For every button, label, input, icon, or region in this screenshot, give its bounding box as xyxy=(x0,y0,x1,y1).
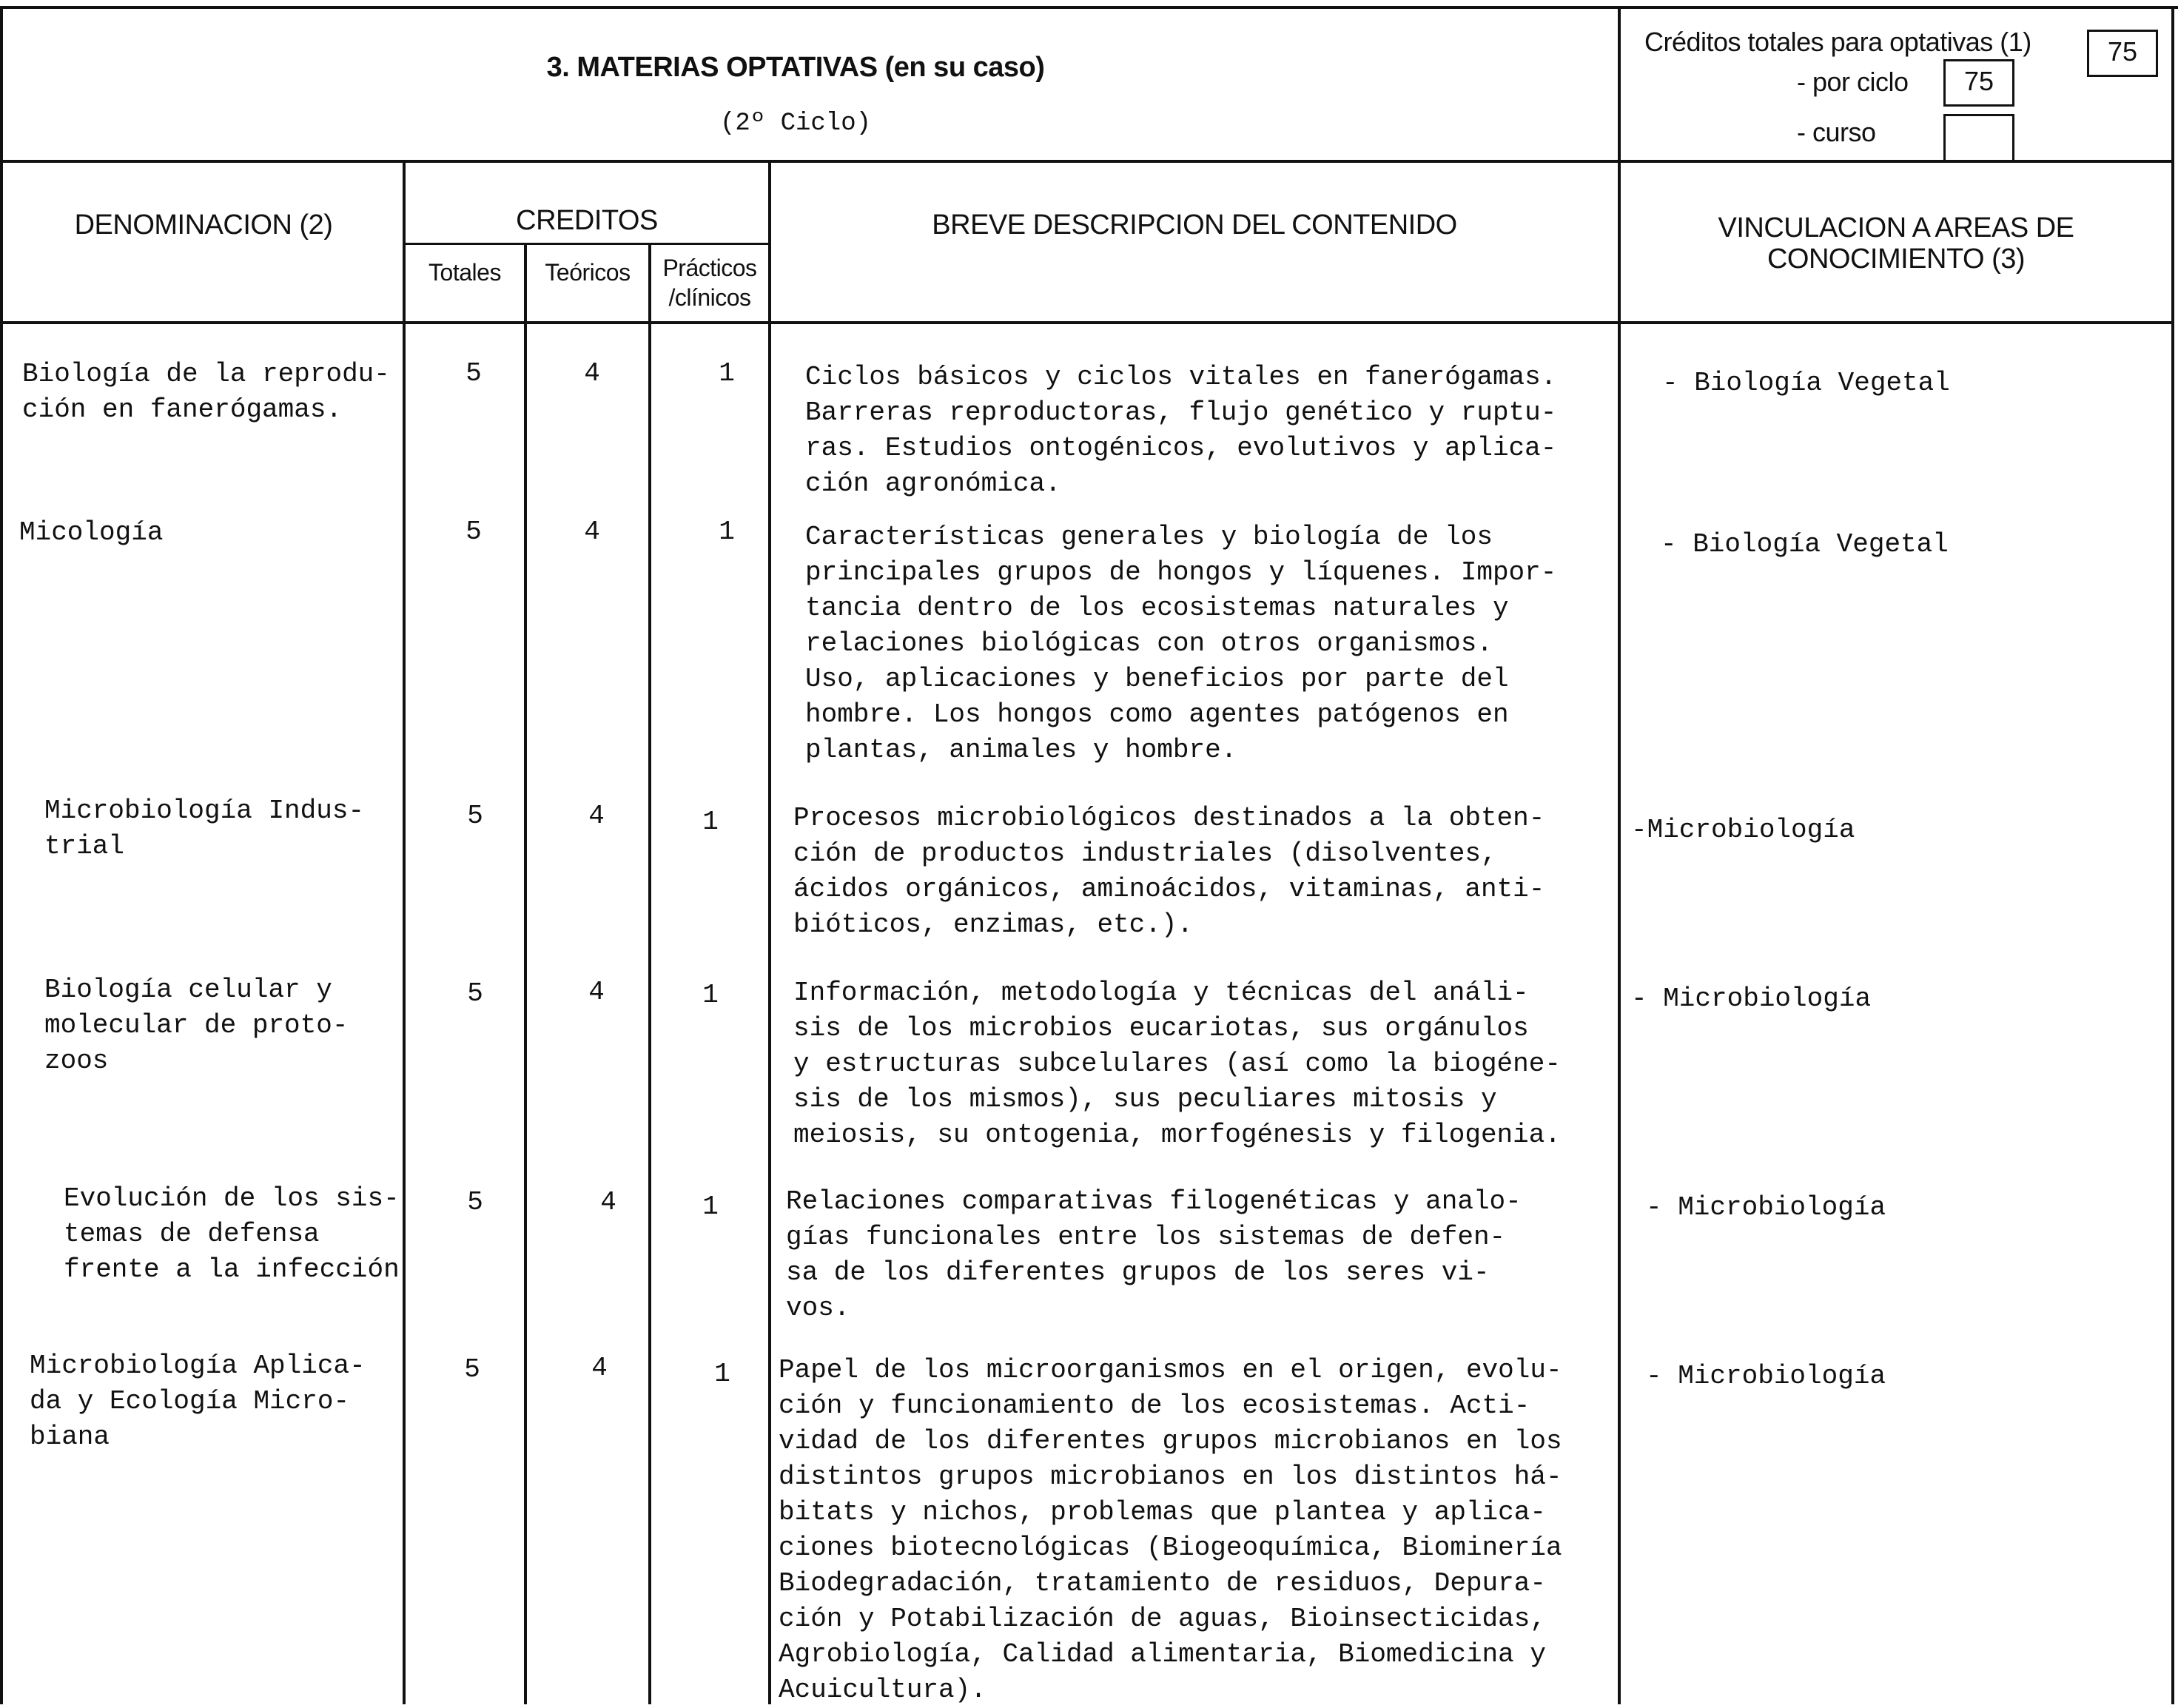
row-5-teoricos: 4 xyxy=(600,1187,616,1217)
row-1-totales: 5 xyxy=(465,358,482,389)
row-5-practicos: 1 xyxy=(702,1191,719,1222)
row-4-practicos: 1 xyxy=(702,980,719,1010)
creditos-totales-label: Créditos totales para optativas (1) xyxy=(1644,27,2031,57)
row-2-description: Características generales y biología de los principales grupos de hongos y líquenes. Impor- tancia dentro de los ecosistemas naturales y relaciones biológicas con otros organismos. Uso, aplicaciones y beneficios por parte del hombre. Los hongos como agentes patógenos en plantas, animales y hombre. xyxy=(805,522,1557,765)
row-4-totales: 5 xyxy=(467,978,483,1009)
col-head-practicos: Prácticos xyxy=(662,255,757,281)
outer-top-border xyxy=(0,6,2178,9)
row-3-practicos: 1 xyxy=(702,807,719,837)
row-5-area: - Microbiología xyxy=(1646,1192,1886,1223)
row-6-practicos: 1 xyxy=(714,1359,730,1389)
col-head-denominacion: DENOMINACION (2) xyxy=(74,209,333,241)
row-4-teoricos: 4 xyxy=(588,977,605,1007)
row-5-description: Relaciones comparativas filogenéticas y analo- gías funcionales entre los sistemas de defen- sa de los diferentes grupos de los seres vi- vos. xyxy=(786,1186,1522,1323)
curso-label: - curso xyxy=(1797,117,1876,147)
creditos-totales-box: 75 xyxy=(2087,30,2158,77)
outer-left-border xyxy=(0,6,3,1704)
row-4-description: Información, metodología y técnicas del análi- sis de los microbios eucariotas, sus orgánulos y estructuras subcelulares (así como la biogéne- sis de los mismos), sus peculiares mitosis y meiosis, su ontogenia, morfogénesis y filogenia. xyxy=(793,978,1561,1150)
row-1-description: Ciclos básicos y ciclos vitales en fanerógamas. Barreras reproductoras, flujo genético y ruptu- ras. Estudios ontogénicos, evolutivos y aplica- ción agronómica. xyxy=(805,362,1557,499)
por-ciclo-label: - por ciclo xyxy=(1797,67,1909,97)
row-1-area: - Biología Vegetal xyxy=(1662,368,1950,398)
row-6-area: - Microbiología xyxy=(1646,1361,1886,1391)
row-2-teoricos: 4 xyxy=(584,517,600,547)
row-3-teoricos: 4 xyxy=(588,801,605,831)
col-head-vinculacion-2: CONOCIMIENTO (3) xyxy=(1767,243,2026,275)
por-ciclo-box: 75 xyxy=(1943,59,2014,107)
row-1-practicos: 1 xyxy=(719,358,735,389)
row-2-practicos: 1 xyxy=(719,517,735,547)
row-5-name: Evolución de los sis- temas de defensa frente a la infección xyxy=(64,1183,400,1285)
col-head-clinicos: /clínicos xyxy=(668,284,751,311)
col-head-vinculacion-1: VINCULACION A AREAS DE xyxy=(1718,212,2074,243)
col-head-descripcion: BREVE DESCRIPCION DEL CONTENIDO xyxy=(932,209,1457,241)
row-2-name: Micología xyxy=(19,517,164,548)
creditos-underline xyxy=(404,243,770,245)
section-title: 3. MATERIAS OPTATIVAS (en su caso) xyxy=(546,52,1045,83)
row-5-totales: 5 xyxy=(467,1187,483,1217)
row-3-name: Microbiología Indus- trial xyxy=(44,796,365,861)
row-6-description: Papel de los microorganismos en el origen, evolu- ción y funcionamiento de los ecosistemas. Acti- vidad de los diferentes grupos microbianos en los distintos grupos microbianos en los distintos há- bitats y nichos, problemas que plantea y aplica- ciones biotecnológicas (Biogeoquímica, Biominería Biodegradación, tratamiento de residuos, Depura- ción y Potabilización de aguas, Bioinsecticidas, Agrobiología, Calidad alimentaria, Biomedicina y Acuicultura). xyxy=(779,1355,1562,1705)
row-1-teoricos: 4 xyxy=(584,358,600,389)
row-4-name: Biología celular y molecular de proto- zoos xyxy=(44,975,349,1076)
col-line-2 xyxy=(524,243,527,1704)
row-6-name: Microbiología Aplica- da y Ecología Micro- biana xyxy=(30,1351,366,1452)
row-6-teoricos: 4 xyxy=(591,1353,608,1383)
row-2-totales: 5 xyxy=(465,517,482,547)
row-3-totales: 5 xyxy=(467,801,483,831)
outer-right-border xyxy=(2171,6,2174,1704)
col-head-teoricos: Teóricos xyxy=(545,259,631,286)
row-3-description: Procesos microbiológicos destinados a la obten- ción de productos industriales (disolventes, ácidos orgánicos, aminoácidos, vitaminas, anti- bióticos, enzimas, etc.). xyxy=(793,803,1545,940)
row-2-area: - Biología Vegetal xyxy=(1661,529,1949,559)
section-subtitle: (2º Ciclo) xyxy=(719,110,872,138)
curso-box xyxy=(1943,114,2014,163)
col-line-4 xyxy=(768,161,771,1704)
col-head-totales: Totales xyxy=(428,259,501,286)
col-head-creditos: CREDITOS xyxy=(516,205,658,236)
col-line-3 xyxy=(648,243,651,1704)
row-4-area: - Microbiología xyxy=(1631,984,1872,1014)
col-line-1 xyxy=(403,161,406,1704)
header-divider xyxy=(0,160,2174,163)
column-head-divider xyxy=(0,321,2174,324)
row-3-area: -Microbiología xyxy=(1631,815,1855,845)
row-1-name: Biología de la reprodu- ción en fanerógamas. xyxy=(22,359,390,425)
row-6-totales: 5 xyxy=(464,1354,480,1385)
